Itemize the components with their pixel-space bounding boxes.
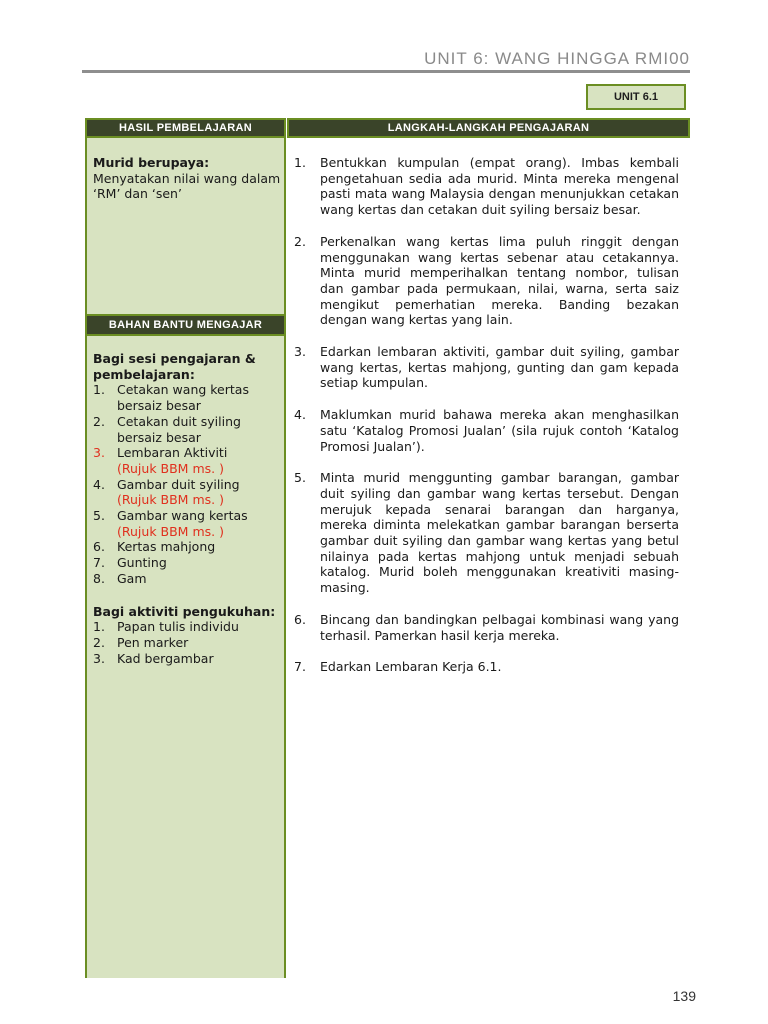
- hasil-pembelajaran-header: HASIL PEMBELAJARAN: [85, 118, 286, 138]
- list-item: [93, 382, 281, 413]
- item-text: Lembaran Aktiviti: [117, 445, 228, 461]
- item-text: Gunting: [117, 555, 167, 571]
- sesi-title: Bagi sesi pengajaran & pembelajaran:: [93, 351, 256, 382]
- item-text: Cetakan wang kertas bersaiz besar: [117, 382, 249, 414]
- step-number: 7.: [294, 659, 306, 675]
- pengukuhan-list: [93, 619, 281, 666]
- step-item: [294, 234, 679, 328]
- step-text: Minta murid menggunting gambar barangan, gambar duit syiling dan gambar wang kertas tersebut. Dengan merujuk kepada senarai barangan dan harganya, mereka diminta melekatkan gambar barangan berserta gambar duit syiling dan gambar wang kertas yang betul nilainya pada kertas mahjong untuk menjadi sebuah katalog. Murid boleh menggunakan kreativiti masing-masing.: [320, 470, 679, 596]
- spacer: [93, 587, 281, 604]
- step-number: 4.: [294, 407, 306, 423]
- step-text: Bentukkan kumpulan (empat orang). Imbas kembali pengetahuan sedia ada murid. Minta mereka mengenal pasti mata wang Malaysia dengan menunjukkan cetakan wang kertas dan cetakan duit syiling bersaiz besar.: [320, 155, 679, 218]
- item-reference-note: (Rujuk BBM ms. ): [117, 492, 224, 508]
- title-rule: [82, 70, 690, 73]
- list-item: [93, 445, 281, 476]
- item-number: 3.: [93, 650, 105, 666]
- step-number: 3.: [294, 344, 306, 360]
- page-number: 139: [672, 988, 696, 1004]
- item-text: Cetakan duit syiling bersaiz besar: [117, 413, 241, 445]
- sesi-list: [93, 382, 281, 586]
- item-text: Gambar duit syiling: [117, 476, 240, 492]
- list-item: [93, 414, 281, 445]
- item-number: 3.: [93, 445, 105, 461]
- step-number: 6.: [294, 611, 306, 627]
- item-text: Kertas mahjong: [117, 539, 216, 555]
- materials-section: [93, 351, 281, 666]
- item-text: Gam: [117, 570, 147, 586]
- item-number: 7.: [93, 555, 105, 571]
- step-item: [294, 407, 679, 454]
- item-text: Kad bergambar: [117, 650, 214, 666]
- step-text: Edarkan lembaran aktiviti, gambar duit syiling, gambar wang kertas, kertas mahjong, gunting dan gam kepada setiap kumpulan.: [320, 344, 679, 391]
- item-number: 2.: [93, 634, 105, 650]
- outcome-text: Menyatakan nilai wang dalam ‘RM’ dan ‘sen’: [93, 170, 281, 202]
- item-text: Pen marker: [117, 634, 189, 650]
- bahan-bantu-header: BAHAN BANTU MENGAJAR: [85, 314, 286, 336]
- step-text: Bincang dan bandingkan pelbagai kombinasi wang yang terhasil. Pamerkan hasil kerja mereka.: [320, 611, 679, 643]
- item-number: 1.: [93, 619, 105, 635]
- item-number: 1.: [93, 382, 105, 398]
- list-item: [93, 571, 281, 587]
- step-text: Perkenalkan wang kertas lima puluh ringgit dengan menggunakan wang kertas sebenar atau cetakannya. Minta murid memperihalkan tentang nombor, tulisan dan gambar pada permukaan, nilai, warna, serta saiz mengikut pemerhatian mereka. Banding bezakan dengan wang kertas yang lain.: [320, 233, 679, 328]
- learning-outcome: [93, 155, 281, 202]
- step-item: [294, 659, 679, 675]
- list-item: [93, 555, 281, 571]
- teaching-steps: [294, 155, 679, 691]
- list-item: [93, 508, 281, 539]
- list-item: [93, 477, 281, 508]
- list-item: [93, 539, 281, 555]
- step-item: [294, 612, 679, 643]
- step-number: 1.: [294, 155, 306, 170]
- item-reference-note: (Rujuk BBM ms. ): [117, 523, 224, 539]
- step-item: [294, 470, 679, 596]
- pengukuhan-title: Bagi aktiviti pengukuhan:: [93, 603, 276, 619]
- step-text: Maklumkan murid bahawa mereka akan menghasilkan satu ‘Katalog Promosi Jualan’ (sila rujuk contoh ‘Katalog Promosi Jualan’).: [320, 407, 679, 454]
- item-number: 2.: [93, 413, 105, 429]
- item-number: 8.: [93, 570, 105, 586]
- step-number: 5.: [294, 470, 306, 486]
- unit-badge: UNIT 6.1: [586, 84, 686, 110]
- item-text: Papan tulis individu: [117, 619, 239, 635]
- item-reference-note: (Rujuk BBM ms. ): [117, 460, 224, 476]
- list-item: [93, 635, 281, 651]
- step-text: Edarkan Lembaran Kerja 6.1.: [320, 659, 502, 675]
- outcome-title: Murid berupaya:: [93, 155, 210, 170]
- list-item: [93, 619, 281, 635]
- list-item: [93, 651, 281, 667]
- item-text: Gambar wang kertas: [117, 508, 248, 524]
- step-item: [294, 344, 679, 391]
- langkah-pengajaran-header: LANGKAH-LANGKAH PENGAJARAN: [287, 118, 690, 138]
- unit-title: UNIT 6: WANG HINGGA RMI00: [424, 49, 690, 68]
- item-number: 4.: [93, 476, 105, 492]
- step-item: [294, 155, 679, 218]
- item-number: 6.: [93, 539, 105, 555]
- item-number: 5.: [93, 508, 105, 524]
- step-number: 2.: [294, 233, 306, 249]
